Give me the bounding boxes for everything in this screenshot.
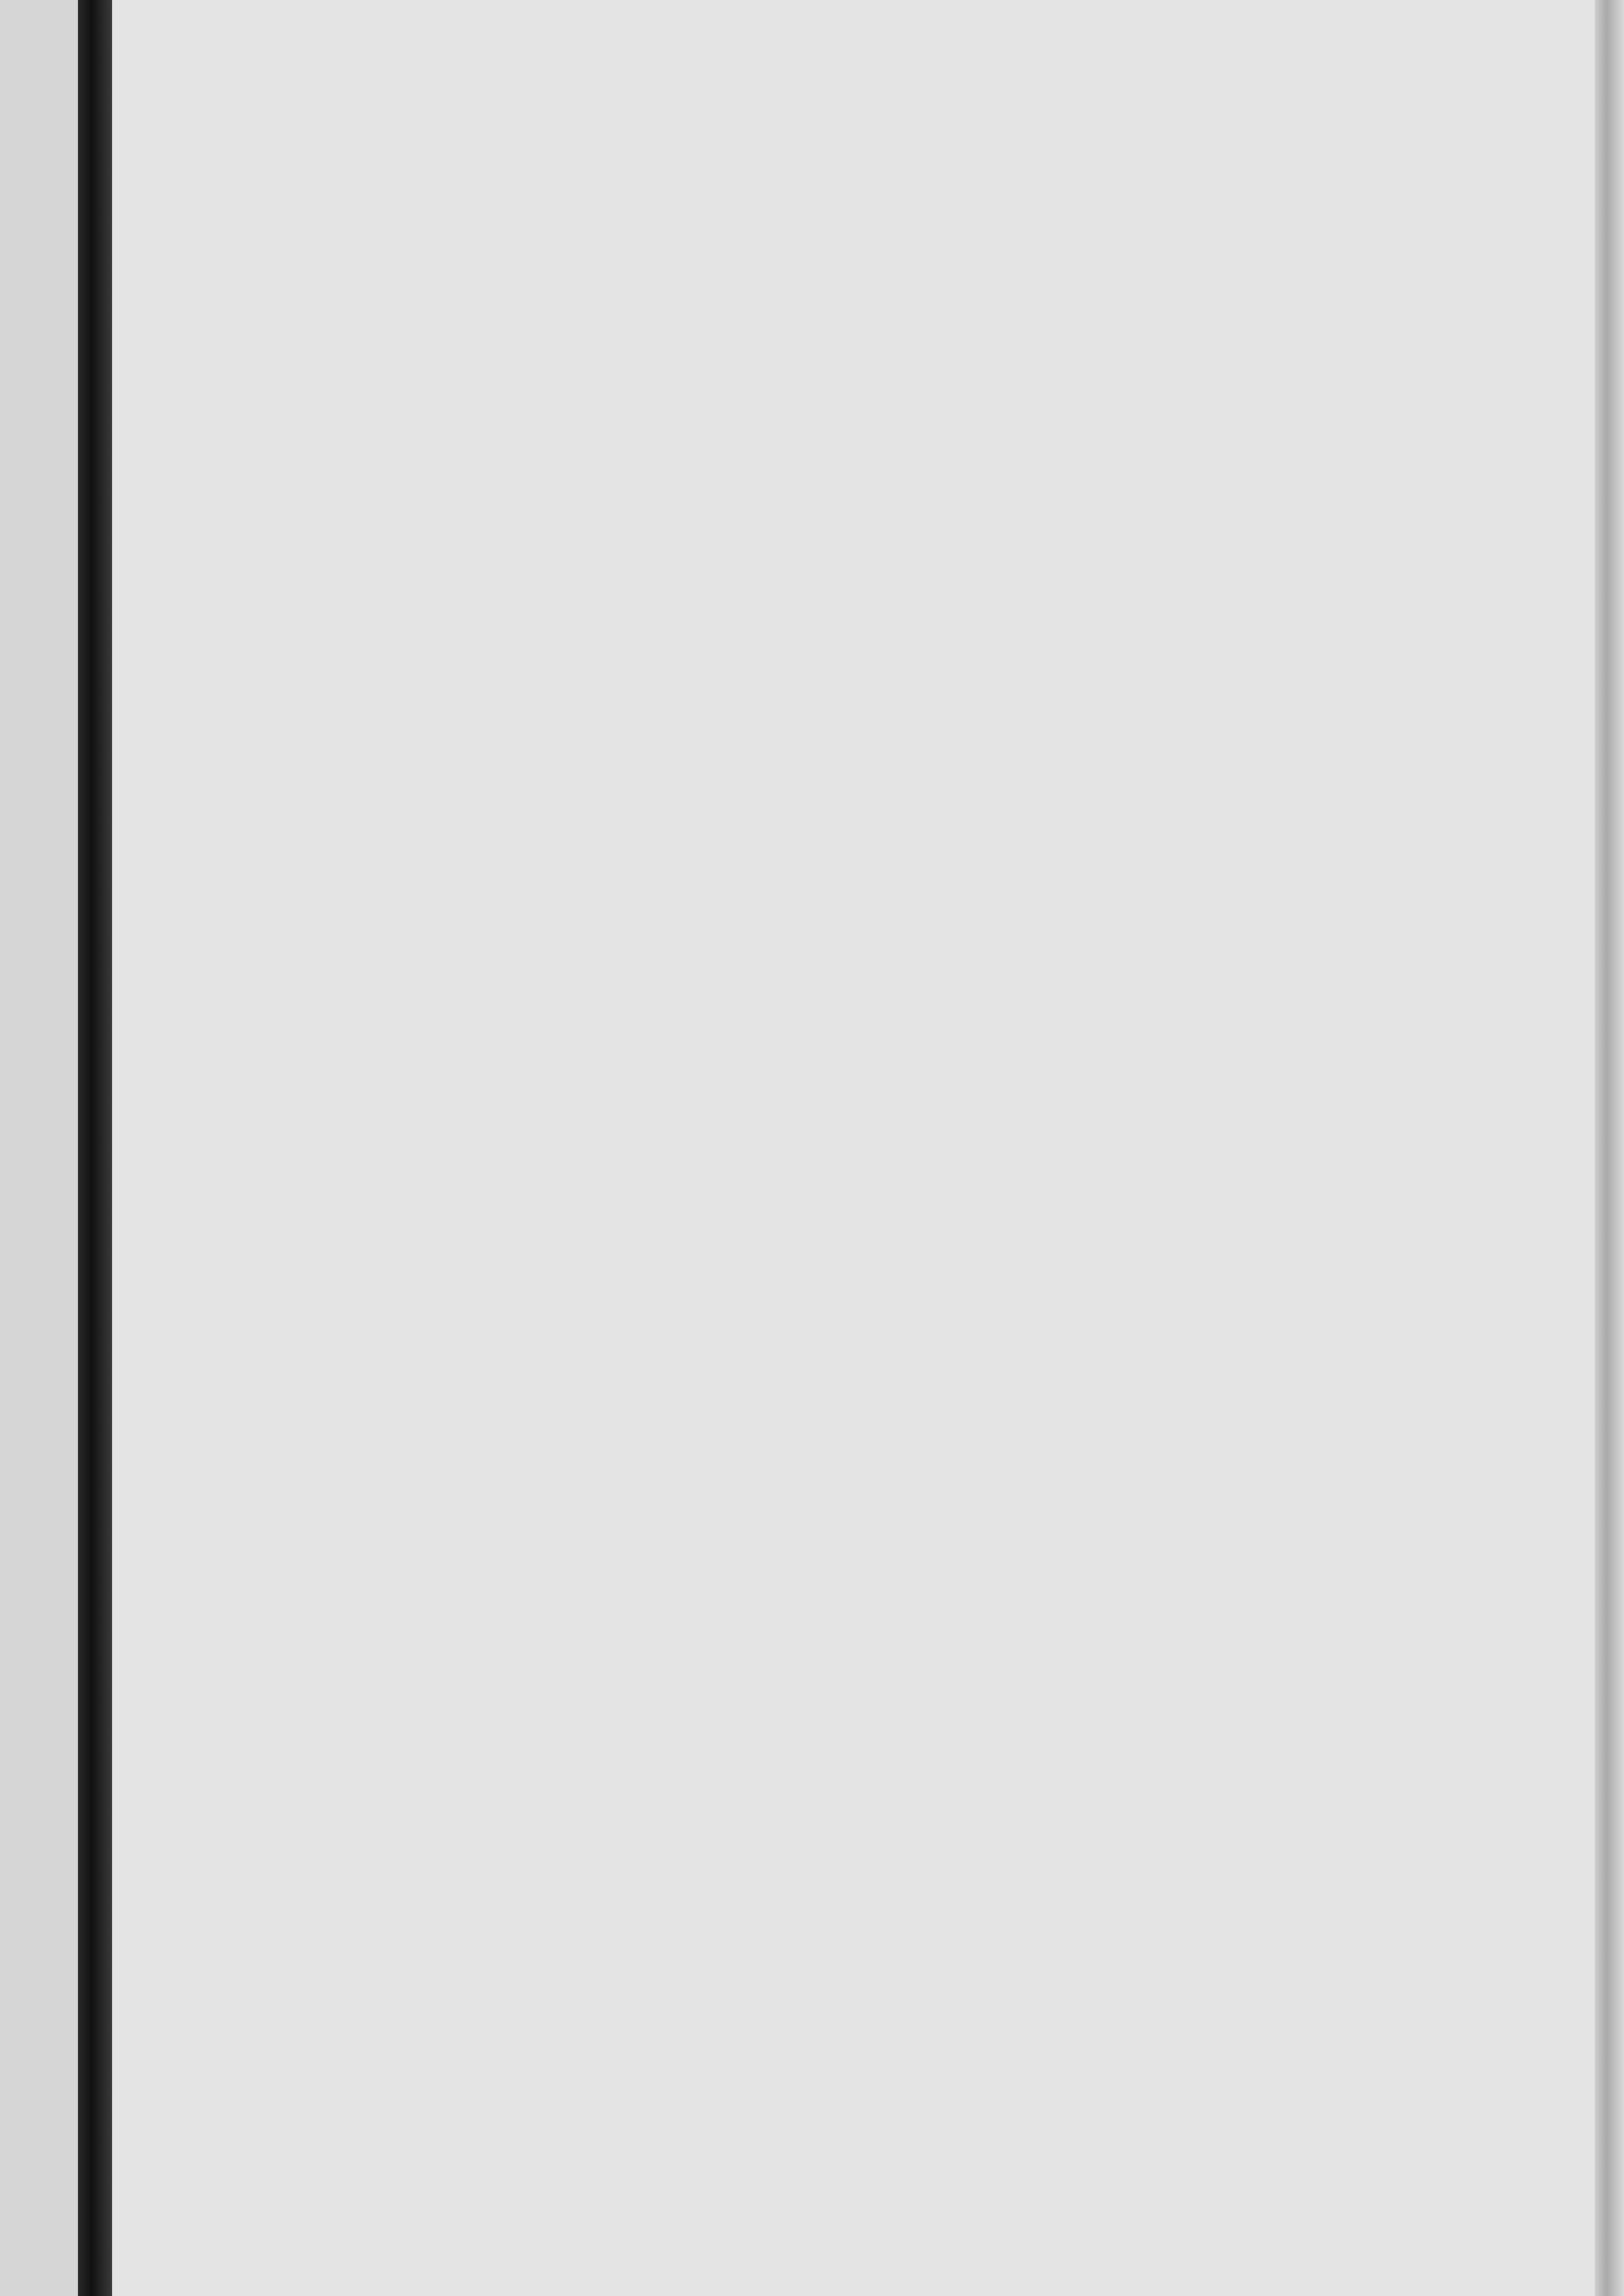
document-page: [153, 71, 1452, 132]
book-binding-gutter: [78, 0, 112, 2296]
page-edge: [1595, 0, 1624, 2296]
running-head: [153, 71, 1452, 114]
facing-page-margin: [0, 0, 81, 2296]
